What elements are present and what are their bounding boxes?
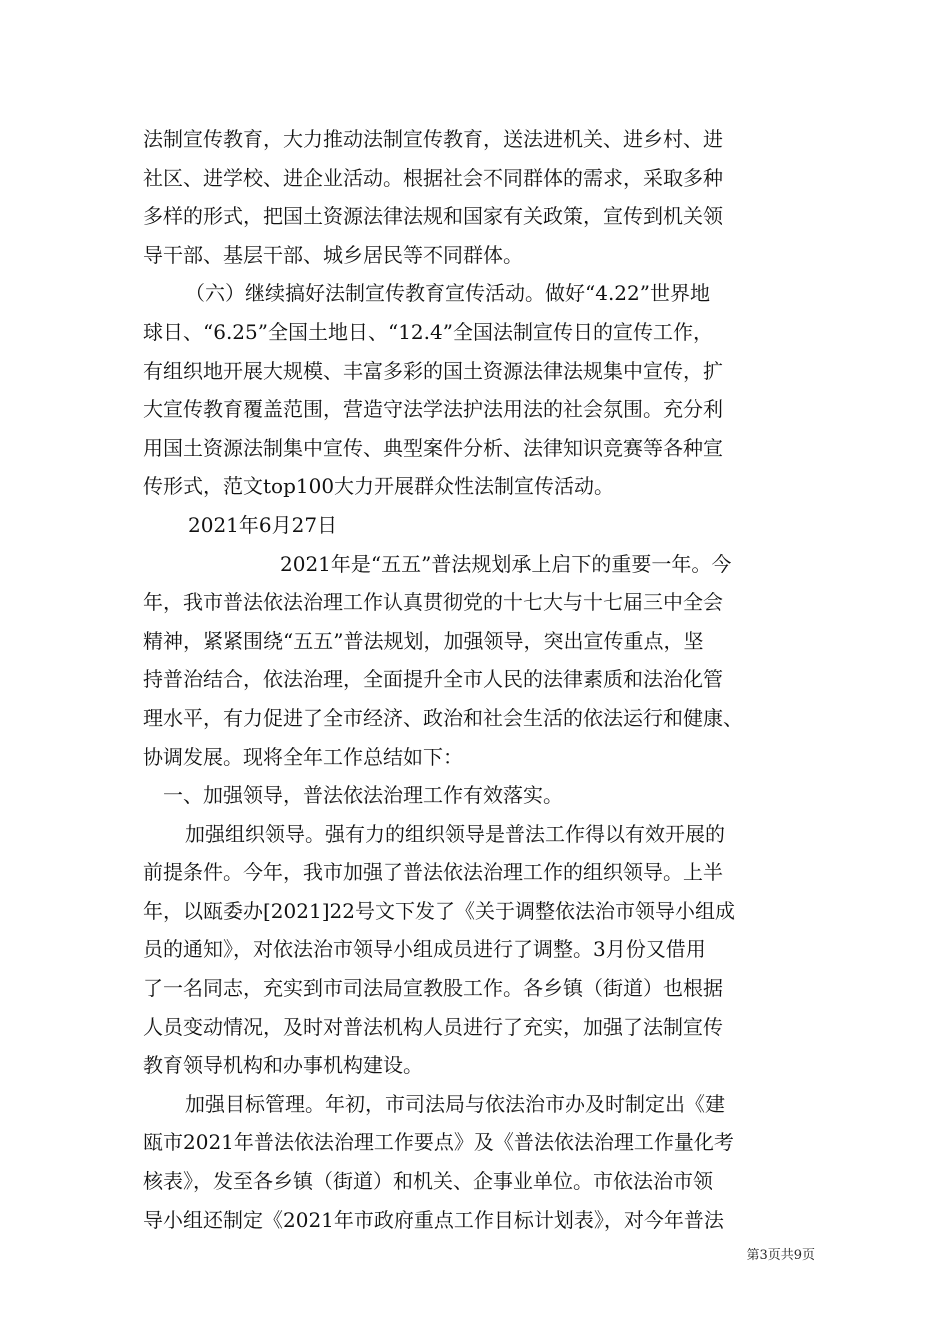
page-number: 第3页共9页 bbox=[746, 1248, 815, 1263]
text-line: 导小组还制定《2021年市政府重点工作目标计划表》，对今年普法 bbox=[143, 1207, 724, 1232]
text-line: 多样的形式，把国土资源法律法规和国家有关政策，宣传到机关领 bbox=[143, 204, 723, 229]
text-line: 2021年是“五五”普法规划承上启下的重要一年。今 bbox=[280, 551, 732, 576]
text-line: 导干部、基层干部、城乡居民等不同群体。 bbox=[143, 242, 523, 267]
document-body bbox=[143, 120, 813, 1239]
text-line: 瓯市2021年普法依法治理工作要点》及《普法依法治理工作量化考 bbox=[143, 1130, 734, 1155]
text-line: 加强目标管理。年初，市司法局与依法治市办及时制定出《建 bbox=[185, 1091, 725, 1116]
text-line: 前提条件。今年，我市加强了普法依法治理工作的组织领导。上半 bbox=[143, 860, 723, 885]
text-line: 教育领导机构和办事机构建设。 bbox=[143, 1053, 423, 1078]
text-line: 持普治结合，依法治理，全面提升全市人民的法律素质和法治化管 bbox=[143, 667, 723, 692]
text-line: 核表》，发至各乡镇（街道）和机关、企事业单位。市依法治市领 bbox=[143, 1169, 713, 1194]
text-line: 传形式，范文top100大力开展群众性法制宣传活动。 bbox=[143, 474, 615, 499]
text-line: （六）继续搞好法制宣传教育宣传活动。做好“4.22”世界地 bbox=[185, 281, 710, 306]
section-heading: 一、加强领导，普法依法治理工作有效落实。 bbox=[163, 783, 563, 808]
text-line: 加强组织领导。强有力的组织领导是普法工作得以有效开展的 bbox=[185, 821, 725, 846]
text-line: 人员变动情况，及时对普法机构人员进行了充实，加强了法制宣传 bbox=[143, 1014, 723, 1039]
text-line: 大宣传教育覆盖范围，营造守法学法护法用法的社会氛围。充分利 bbox=[143, 397, 723, 422]
text-line: 用国土资源法制集中宣传、典型案件分析、法律知识竞赛等各种宣 bbox=[143, 435, 723, 460]
text-line: 年，以瓯委办[2021]22号文下发了《关于调整依法治市领导小组成 bbox=[143, 898, 735, 923]
text-line: 了一名同志，充实到市司法局宣教股工作。各乡镇（街道）也根据 bbox=[143, 976, 723, 1001]
text-line: 精神，紧紧围绕“五五”普法规划，加强领导，突出宣传重点，坚 bbox=[143, 628, 704, 653]
text-line: 员的通知》，对依法治市领导小组成员进行了调整。3月份又借用 bbox=[143, 937, 706, 962]
text-line: 有组织地开展大规模、丰富多彩的国土资源法律法规集中宣传，扩 bbox=[143, 358, 723, 383]
date-line: 2021年6月27日 bbox=[188, 512, 338, 537]
text-line: 协调发展。现将全年工作总结如下： bbox=[143, 744, 463, 769]
text-line: 球日、“6.25”全国土地日、“12.4”全国法制宣传日的宣传工作， bbox=[143, 319, 713, 344]
text-line: 理水平，有力促进了全市经济、政治和社会生活的依法运行和健康、 bbox=[143, 705, 743, 730]
text-line: 法制宣传教育，大力推动法制宣传教育，送法进机关、进乡村、进 bbox=[143, 127, 723, 151]
text-line: 年，我市普法依法治理工作认真贯彻党的十七大与十七届三中全会 bbox=[143, 590, 723, 615]
text-line: 社区、进学校、进企业活动。根据社会不同群体的需求，采取多种 bbox=[143, 165, 723, 190]
